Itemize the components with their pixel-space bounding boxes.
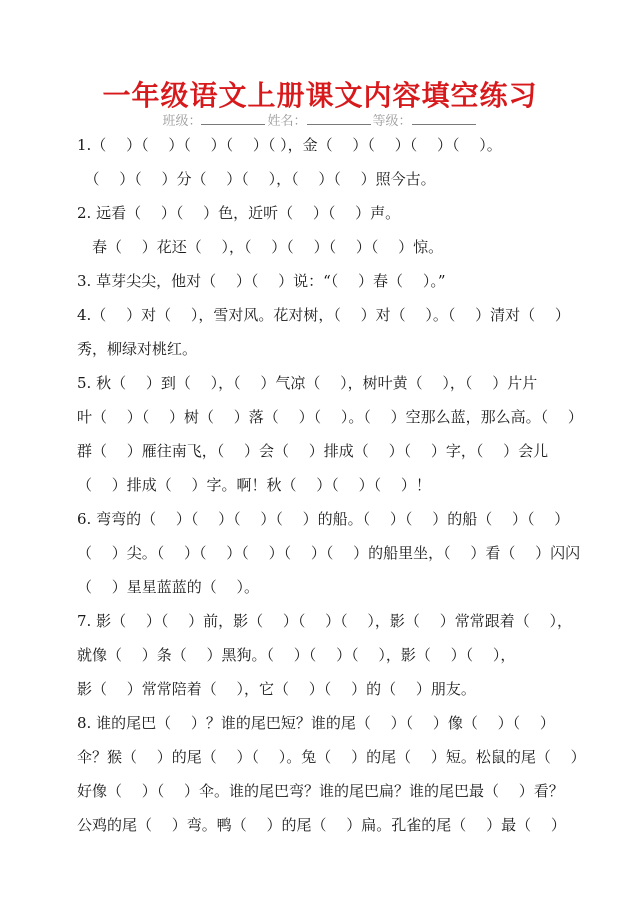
exercise-line: 春（ ）花还（ ），（ ）（ ）（ ）（ ）惊。 [77, 238, 444, 256]
name-blank[interactable] [307, 112, 371, 125]
exercise-line: 4.（ ）对（ ），雪对风。花对树，（ ）对（ ）。（ ）清对（ ） [77, 306, 570, 324]
exercise-line: 好像（ ）（ ）伞。谁的尾巴弯？谁的尾巴扁？谁的尾巴最（ ）看？ [77, 782, 564, 800]
exercise-line: 2. 远看（ ）（ ）色，近听（ ）（ ）声。 [77, 204, 401, 222]
class-blank[interactable] [201, 112, 265, 125]
class-label: 班级： [162, 114, 202, 129]
exercise-line: 公鸡的尾（ ）弯。鸭（ ）的尾（ ）扁。孔雀的尾（ ）最（ ） [77, 816, 566, 834]
grade-blank[interactable] [412, 112, 476, 125]
exercise-line: （ ）尖。（ ）（ ）（ ）（ ）（ ）的船里坐，（ ）看（ ）闪闪 [77, 544, 581, 562]
exercise-line: 3. 草芽尖尖，他对（ ）（ ）说：“（ ）春（ ）。” [77, 272, 446, 290]
page-title: 一年级语文上册课文内容填空练习 [102, 79, 538, 112]
exercise-line: （ ）（ ）分（ ）（ ），（ ）（ ）照今古。 [77, 170, 436, 188]
exercise-line: 影（ ）常常陪着（ ），它（ ）（ ）的（ ）朋友。 [77, 680, 476, 698]
exercise-line: 伞？猴（ ）的尾（ ）（ ）。兔（ ）的尾（ ）短。松鼠的尾（ ） [77, 748, 586, 766]
grade-label: 等级： [372, 114, 412, 129]
exercise-line: 秀，柳绿对桃红。 [77, 340, 198, 358]
exercise-line: （ ）星星蓝蓝的（ ）。 [77, 578, 260, 596]
exercise-line: 1.（ ）（ ）（ ）（ ）（ ），金（ ）（ ）（ ）（ ）。 [77, 136, 502, 154]
student-info-row [0, 110, 640, 129]
exercise-line: 就像（ ）条（ ）黑狗。（ ）（ ）（ ），影（ ）（ ）， [77, 646, 516, 664]
exercise-line: 群（ ）雁往南飞，（ ）会（ ）排成（ ）（ ）字，（ ）会儿 [77, 442, 549, 460]
name-label: 姓名： [267, 114, 307, 129]
exercise-content [77, 128, 600, 842]
exercise-line: 5. 秋（ ）到（ ），（ ）气凉（ ），树叶黄（ ），（ ）片片 [77, 374, 538, 392]
exercise-line: 叶（ ）（ ）树（ ）落（ ）（ ）。（ ）空那么蓝，那么高。（ ） [77, 408, 583, 426]
exercise-line: 6. 弯弯的（ ）（ ）（ ）（ ）的船。（ ）（ ）的船（ ）（ ） [77, 510, 570, 528]
exercise-line: 7. 影（ ）（ ）前，影（ ）（ ）（ ），影（ ）常常跟着（ ）， [77, 612, 572, 630]
exercise-line: 8. 谁的尾巴（ ）？谁的尾巴短？谁的尾（ ）（ ）像（ ）（ ） [77, 714, 555, 732]
exercise-line: （ ）排成（ ）字。啊！秋（ ）（ ）（ ）！ [77, 476, 431, 494]
